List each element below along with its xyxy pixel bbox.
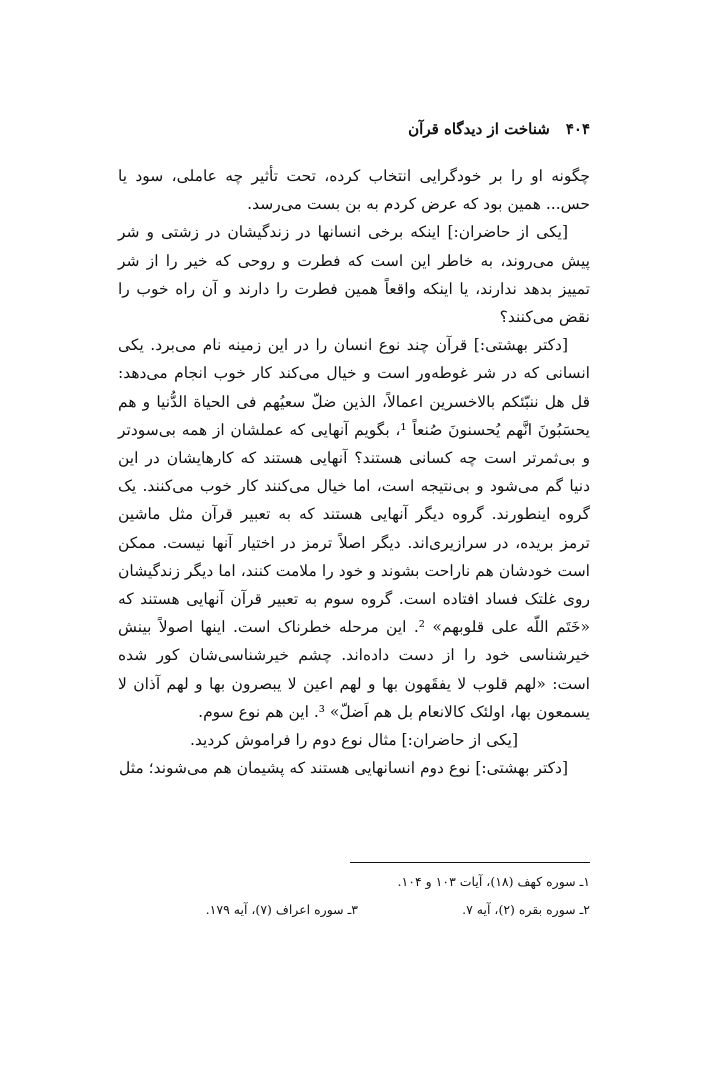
paragraph: [دکتر بهشتی:] نوع دوم انسانهایی هستند که پشیمان هم می‌شوند؛ مثل xyxy=(119,759,568,778)
paragraph: چگونه او را بر خودگرایی انتخاب کرده، تحت تأثیر چه عاملی، سود یا حس... همین بود که عرض کردم به بن بست می‌رسد. xyxy=(118,167,590,214)
paragraph: [یکی از حاضران:] اینکه برخی انسانها در زندگیشان در زشتی و شر پیش می‌روند، به خاطر این است که فطرت و روحی که خیر را از شر تمییز بدهد ندارند، یا اینکه واقعاً همین فطرت را دارند و آن راه خوب را نقض می‌کنند؟ xyxy=(118,223,590,327)
running-header xyxy=(408,120,590,138)
running-title: شناخت از دیدگاه قرآن xyxy=(408,120,550,138)
paragraph: [دکتر بهشتی:] قرآن چند نوع انسان را در این زمینه نام می‌برد. یکی انسانی که در شر غوطه‌ور است و خیال می‌کند کار خوب انجام می‌دهد: قل هل ننبّئکم بالاخسرین اعمالاً، الذین ضلّ سعیُهم فی الحیاة الدُّنیا و هم یحسَبُونَ انَّهم یُحسنونَ صُنعاً ¹، بگویم آنهایی که عملشان از همه بی‌سودتر و بی‌ثمرتر است چه کسانی هستند؟ آنهایی هستند که کارهایشان در این دنیا گم می‌شود و بی‌نتیجه است، اما خیال می‌کنند کار خوب می‌کنند. یک گروه اینطورند. گروه دیگر آنهایی هستند که به تعبیر قرآن مثل ماشین ترمز بریده، در سرازیری‌اند. دیگر اصلاً ترمز در اختیار آنها نیست. ممکن است خودشان هم ناراحت بشوند و خود را ملامت کنند، اما دیگر زندگیشان روی غلتک فساد افتاده است. گروه سوم به تعبیر قرآن آنهایی هستند که «خَتَم اللّه علی قلوبهم» ². این مرحله خطرناک است. اینها اصولاً بینش خیرشناسی خود را از دست داده‌اند. چشم خیرشناسی‌شان کور شده است: «لهم قلوب لا یفقَهون بها و لهم اعین لا یبصرون بها و لهم آذان لا یسمعون بها، اولئک کالانعام بل هم اَضلّ» ³. این هم نوع سوم. xyxy=(118,336,591,721)
footnote: ۱ـ سوره کهف (۱۸)، آیات ۱۰۳ و ۱۰۴. xyxy=(397,874,590,889)
footnote: ۲ـ سوره بقره (۲)، آیه ۷. xyxy=(462,902,590,917)
page-number: ۴۰۴ xyxy=(565,120,590,138)
body-text xyxy=(118,162,590,782)
paragraph: [یکی از حاضران:] مثال نوع دوم را فراموش کردید. xyxy=(189,731,519,750)
footnote: ۳ـ سوره اعراف (۷)، آیه ۱۷۹. xyxy=(205,902,358,917)
footnote-rule xyxy=(350,862,590,863)
